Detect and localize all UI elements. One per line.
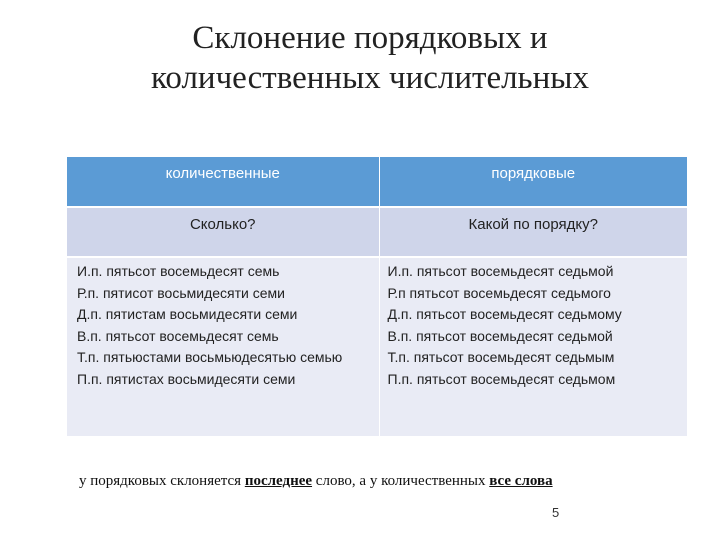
- ordinal-forms-cell: [379, 257, 687, 437]
- slide-title-line-1: Склонение порядковых и: [192, 20, 548, 56]
- cardinal-form-instrumental: Т.п. пятьюстами восьмьюдесятью семью: [77, 349, 343, 365]
- forms-row: [67, 257, 687, 437]
- header-cardinal: количественные: [67, 157, 379, 207]
- declension-table: [67, 157, 687, 438]
- ordinal-form-instrumental: Т.п. пятьсот восемьдесят седьмым: [387, 349, 615, 365]
- ordinal-form-dative: Д.п. пятьсот восемьдесят седьмому: [387, 306, 622, 322]
- note-emphasis-all: все слова: [489, 473, 553, 489]
- footer-note: [79, 473, 553, 490]
- question-cardinal: Сколько?: [67, 207, 379, 257]
- cardinal-forms-cell: [67, 257, 379, 437]
- question-ordinal: Какой по порядку?: [379, 207, 687, 257]
- ordinal-form-accusative: В.п. пятьсот восемьдесят седьмой: [387, 327, 613, 344]
- question-row: [67, 207, 687, 257]
- ordinal-form-prepositional: П.п. пятьсот восемьдесят седьмом: [387, 370, 616, 387]
- cardinal-form-nominative: И.п. пятьсот восемьдесят семь: [77, 263, 280, 279]
- header-ordinal: порядковые: [379, 157, 687, 207]
- slide-title: [90, 18, 650, 98]
- table-header-row: [67, 157, 687, 207]
- note-emphasis-last: последнее: [244, 473, 313, 489]
- note-text-1: у порядковых склоняется: [79, 473, 245, 489]
- cardinal-form-accusative: В.п. пятьсот восемьдесят семь: [77, 327, 279, 344]
- slide-title-line-2: количественных числительных: [151, 60, 589, 96]
- note-text-2: слово, а у количественных: [312, 473, 490, 489]
- page-number: 5: [552, 505, 560, 520]
- ordinal-form-nominative: И.п. пятьсот восемьдесят седьмой: [387, 263, 614, 279]
- ordinal-form-genitive: Р.п пятьсот восемьдесят седьмого: [387, 284, 611, 301]
- cardinal-form-genitive: Р.п. пятисот восьмидесяти семи: [77, 284, 285, 301]
- cardinal-form-prepositional: П.п. пятистах восьмидесяти семи: [77, 370, 296, 387]
- cardinal-form-dative: Д.п. пятистам восьмидесяти семи: [77, 306, 298, 322]
